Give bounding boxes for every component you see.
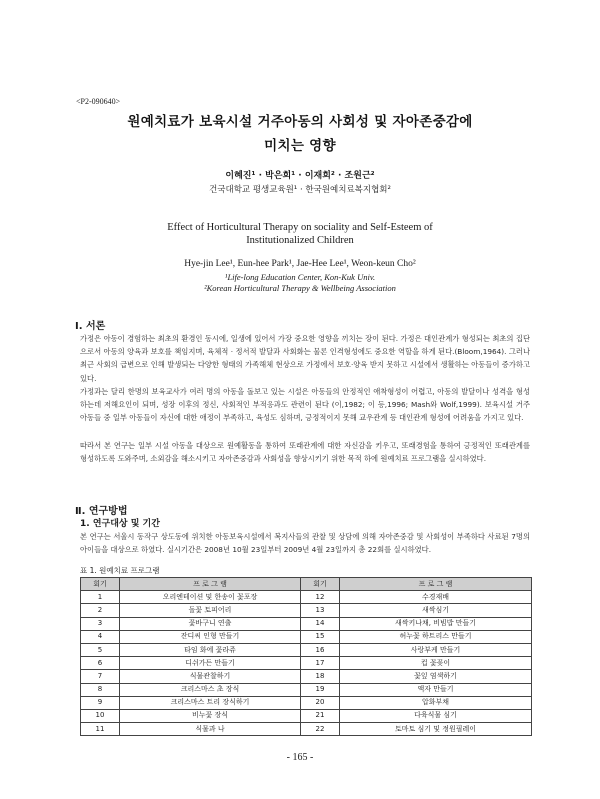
table-cell: 수경재배: [340, 591, 532, 604]
table-cell: 15: [301, 630, 340, 643]
table-cell: 21: [301, 709, 340, 722]
table-cell: 압화부채: [340, 696, 532, 709]
table-cell: 오리엔테이션 및 한송이 꽃포장: [120, 591, 301, 604]
table-cell: 12: [301, 591, 340, 604]
header-program: 프 로 그 램: [120, 578, 301, 591]
intro-paragraph-3: 따라서 본 연구는 일부 시설 아동을 대상으로 원예활동을 통하여 또래관계에 대한 자신감을 키우고, 또래경험을 통하여 긍정적인 또래관계를 형성하도록 도와주며, 소외감을 해소시키고 자아존중감과 사회성을 향상시키기 위한 목적 하에 원예치료 프로그램을 실시하였다.: [80, 441, 530, 464]
table-row: [81, 683, 532, 696]
table-row: [81, 617, 532, 630]
table-cell: 19: [301, 683, 340, 696]
table-cell: 9: [81, 696, 120, 709]
section-2-heading: Ⅱ. 연구방법: [75, 506, 128, 517]
table-row: [81, 657, 532, 670]
table-header-row: [81, 578, 532, 591]
table-row: [81, 604, 532, 617]
table-cell: 10: [81, 709, 120, 722]
header-program: 프 로 그 램: [340, 578, 532, 591]
table-cell: 크리스마스 초 장식: [120, 683, 301, 696]
title-line-1: 원예치료가 보육시설 거주아동의 사회성 및 자아존중감에: [127, 114, 473, 130]
table-row: [81, 643, 532, 656]
table-row: [81, 709, 532, 722]
table-row: [81, 723, 532, 736]
table-cell: 식물관찰하기: [120, 670, 301, 683]
table-cell: 사랑부케 만들기: [340, 643, 532, 656]
table-row: [81, 630, 532, 643]
table-cell: 6: [81, 657, 120, 670]
table-cell: 20: [301, 696, 340, 709]
table-cell: 허누꽃 하트리스 만들기: [340, 630, 532, 643]
table-cell: 14: [301, 617, 340, 630]
table-cell: 새싹심기: [340, 604, 532, 617]
table-cell: 1: [81, 591, 120, 604]
english-title-line-2: Institutionalized Children: [246, 235, 354, 246]
table-cell: 16: [301, 643, 340, 656]
table-cell: 디쉬가든 만들기: [120, 657, 301, 670]
authors-english: Hye-jin Lee¹, Eun-hee Park¹, Jae-Hee Lee¹, Weon-keun Cho²: [184, 259, 416, 269]
header-session: 회기: [81, 578, 120, 591]
table-cell: 액자 만들기: [340, 683, 532, 696]
title-line-2: 미치는 영향: [264, 138, 336, 154]
table-caption: 표 1. 원예치료 프로그램: [80, 566, 160, 575]
table-cell: 꽃잎 염색하기: [340, 670, 532, 683]
header-session: 회기: [301, 578, 340, 591]
table-cell: 5: [81, 643, 120, 656]
table-cell: 타임 화에 꽃라쥬: [120, 643, 301, 656]
table-row: [81, 591, 532, 604]
intro-paragraph-2: 가정과는 달리 한명의 보육교사가 여러 명의 아동을 돌보고 있는 시설은 아동들의 안정적인 애착형성이 어렵고, 아동의 발달이나 성격을 형성하는데 저해요인이 되며, 성장 이후의 정신, 사회적인 부적응과도 관련이 된다 (이,1982; 이 등,1996; Mash와 Wolf,1999). 보육시설 거주 아동들 중 일부 아동들이 자신에 대한 애정이 부족하고, 육성도 심하며, 긍정적이지 못해 교우관계 등 대인관계 형성에 어려움을 가지고 있다.: [80, 387, 530, 423]
table-cell: 새싹키나채, 비빔밥 만들기: [340, 617, 532, 630]
table-cell: 17: [301, 657, 340, 670]
table-cell: 크리스마스 트리 장식하기: [120, 696, 301, 709]
table-cell: 꽃바구니 연출: [120, 617, 301, 630]
table-cell: 8: [81, 683, 120, 696]
program-table: [80, 577, 532, 736]
table-cell: 잔디씨 인형 만들기: [120, 630, 301, 643]
paper-code: <P2-090640>: [76, 97, 121, 106]
table-row: [81, 670, 532, 683]
table-cell: 2: [81, 604, 120, 617]
table-cell: 11: [81, 723, 120, 736]
methods-paragraph: 본 연구는 서울시 동작구 상도동에 위치한 아동보육시설에서 복지사들의 관찰 및 상담에 의해 자아존중감 및 사회성이 부족하다 사료된 7명의 아이들을 대상으로 하였다. 실시기간은 2008년 10월 23일부터 2009년 4월 23일까지 총 22회를 실시하였다.: [80, 532, 530, 555]
page-number: - 165 -: [286, 752, 314, 763]
table-cell: 4: [81, 630, 120, 643]
table-cell: 비누꽃 장식: [120, 709, 301, 722]
table-cell: 3: [81, 617, 120, 630]
table-cell: 22: [301, 723, 340, 736]
affiliations-korean: 건국대학교 평생교육원¹ · 한국원예치료복지협회²: [209, 185, 391, 195]
affiliation-english-1: ¹Life-long Education Center, Kon-Kuk Univ.: [224, 272, 376, 282]
table-cell: 다육식물 심기: [340, 709, 532, 722]
table-cell: 13: [301, 604, 340, 617]
table-row: [81, 696, 532, 709]
section-1-heading: Ⅰ. 서론: [75, 321, 106, 332]
table-cell: 돌꽃 토피어리: [120, 604, 301, 617]
table-cell: 컵 꽃꽂이: [340, 657, 532, 670]
table-cell: 토마토 심기 및 정원필레이: [340, 723, 532, 736]
intro-paragraph-1: 가정은 아동이 경험하는 최초의 환경인 동시에, 일생에 있어서 가장 중요한 영향을 끼치는 장이 된다. 가정은 대인관계가 형성되는 최초의 집단으로서 아동의 양육과 보호를 책임지며, 육체적 · 정서적 발달과 사회화는 물론 인격형성에도 중요한 역할을 하게 된다.(Bloom,1964). 그러나 최근 사회의 급변으로 인해 발생되는 다양한 형태의 가족해체 현상으로 가정에서 보호·양육 받지 못하고 시설에서 생활하는 아동들이 증가하고 있다.: [80, 334, 530, 383]
subsection-1-heading: 1. 연구대상 및 기간: [80, 519, 160, 529]
table-cell: 7: [81, 670, 120, 683]
table-cell: 18: [301, 670, 340, 683]
affiliation-english-2: ²Korean Horticultural Therapy & Wellbeing Association: [204, 283, 396, 293]
authors-korean: 이혜진¹ · 박은희¹ · 이재희² · 조원근²: [225, 171, 375, 181]
table-cell: 식물과 나: [120, 723, 301, 736]
english-title-line-1: Effect of Horticultural Therapy on sociality and Self-Esteem of: [167, 222, 433, 233]
